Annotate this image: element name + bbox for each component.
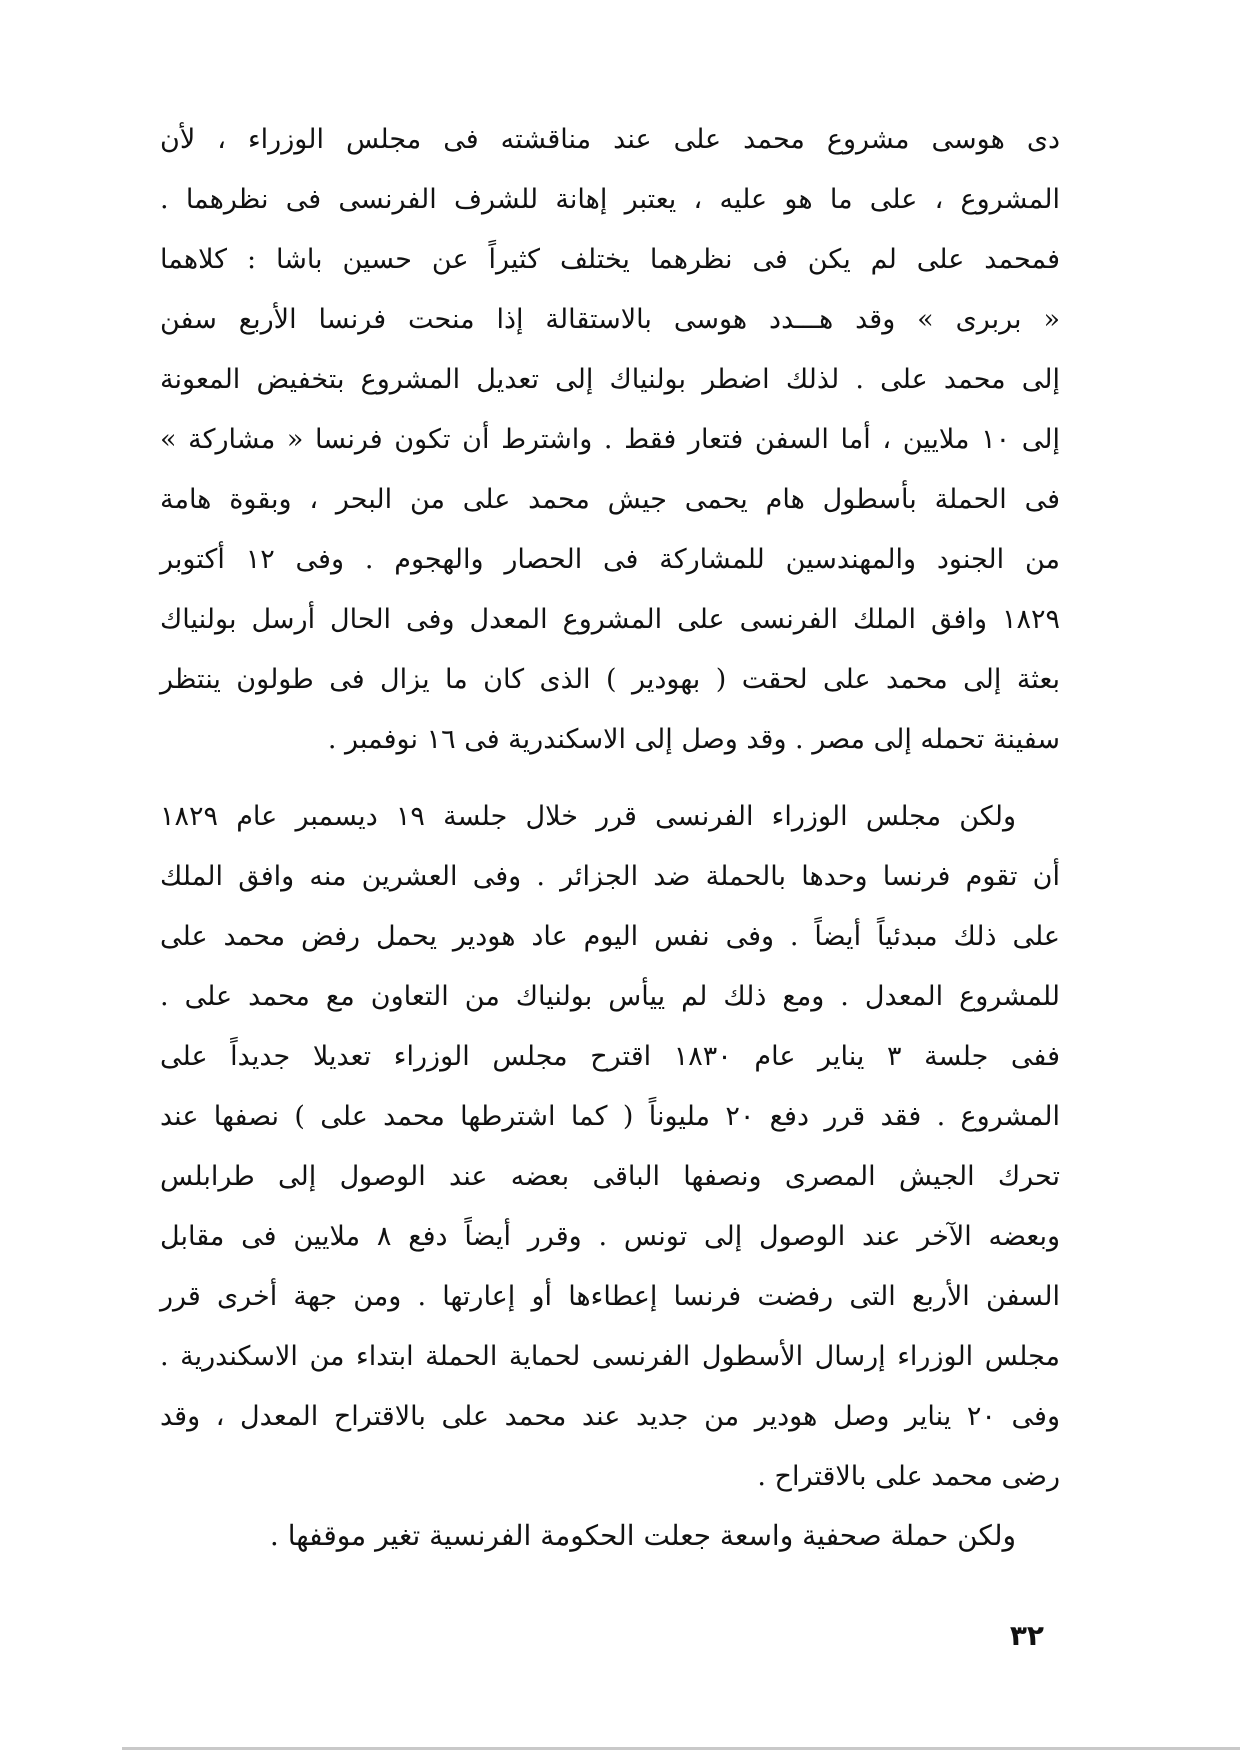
text-line: للمشروع المعدل . ومع ذلك لم ييأس بولنياك من التعاون مع محمد على . — [160, 981, 1061, 1012]
text-line: أن تقوم فرنسا وحدها بالحملة ضد الجزائر . وفى العشرين منه وافق الملك — [160, 861, 1060, 892]
text-line: سفينة تحمله إلى مصر . وقد وصل إلى الاسكندرية فى ١٦ نوفمبر . — [327, 724, 1060, 755]
text-line: إلى ١٠ ملايين ، أما السفن فتعار فقط . واشترط أن تكون فرنسا « مشاركة » — [160, 424, 1060, 455]
text-line: فمحمد على لم يكن فى نظرهما يختلف كثيراً عن حسين باشا : كلاهما — [160, 244, 1060, 275]
text-line: السفن الأربع التى رفضت فرنسا إعطاءها أو إعارتها . ومن جهة أخرى قرر — [160, 1281, 1060, 1312]
text-line: مجلس الوزراء إرسال الأسطول الفرنسى لحماية الحملة ابتداء من الاسكندرية . — [160, 1341, 1060, 1372]
text-line: رضى محمد على بالاقتراح . — [757, 1461, 1060, 1492]
scan-edge-divider — [122, 1747, 1240, 1750]
text-line: ١٨٢٩ وافق الملك الفرنسى على المشروع المعدل وفى الحال أرسل بولنياك — [160, 604, 1060, 635]
text-line: ولكن حملة صحفية واسعة جعلت الحكومة الفرنسية تغير موقفها . — [269, 1519, 1016, 1552]
paragraph-2 — [160, 787, 1060, 1507]
text-line: بعثة إلى محمد على لحقت ( بهودير ) الذى كان ما يزال فى طولون ينتظر — [160, 664, 1060, 695]
text-line: « بربرى » وقد هـــدد هوسى بالاستقالة إذا منحت فرنسا الأربع سفن — [160, 304, 1060, 335]
text-line: المشروع ، على ما هو عليه ، يعتبر إهانة للشرف الفرنسى فى نظرهما . — [160, 184, 1060, 215]
text-line: وبعضه الآخر عند الوصول إلى تونس . وقرر أيضاً دفع ٨ ملايين فى مقابل — [160, 1221, 1060, 1252]
text-line: من الجنود والمهندسين للمشاركة فى الحصار والهجوم . وفى ١٢ أكتوبر — [160, 544, 1060, 575]
text-line: دى هوسى مشروع محمد على عند مناقشته فى مجلس الوزراء ، لأن — [160, 124, 1060, 155]
text-line: ففى جلسة ٣ يناير عام ١٨٣٠ اقترح مجلس الوزراء تعديلا جديداً على — [160, 1041, 1060, 1072]
text-line: على ذلك مبدئياً أيضاً . وفى نفس اليوم عاد هودير يحمل رفض محمد على — [160, 921, 1060, 952]
page-number: ٣٢ — [1009, 1619, 1044, 1652]
text-line: ولكن مجلس الوزراء الفرنسى قرر خلال جلسة ١٩ ديسمبر عام ١٨٢٩ — [160, 801, 1016, 832]
text-line: وفى ٢٠ يناير وصل هودير من جديد عند محمد على بالاقتراح المعدل ، وقد — [160, 1401, 1060, 1432]
text-line: فى الحملة بأسطول هام يحمى جيش محمد على من البحر ، وبقوة هامة — [160, 484, 1060, 515]
text-line: تحرك الجيش المصرى ونصفها الباقى بعضه عند الوصول إلى طرابلس — [160, 1161, 1060, 1192]
paragraph-3 — [160, 1506, 1060, 1566]
text-line: إلى محمد على . لذلك اضطر بولنياك إلى تعديل المشروع بتخفيض المعونة — [160, 364, 1060, 395]
paragraph-1 — [160, 110, 1060, 770]
text-line: المشروع . فقد قرر دفع ٢٠ مليوناً ( كما اشترطها محمد على ) نصفها عند — [160, 1101, 1060, 1132]
